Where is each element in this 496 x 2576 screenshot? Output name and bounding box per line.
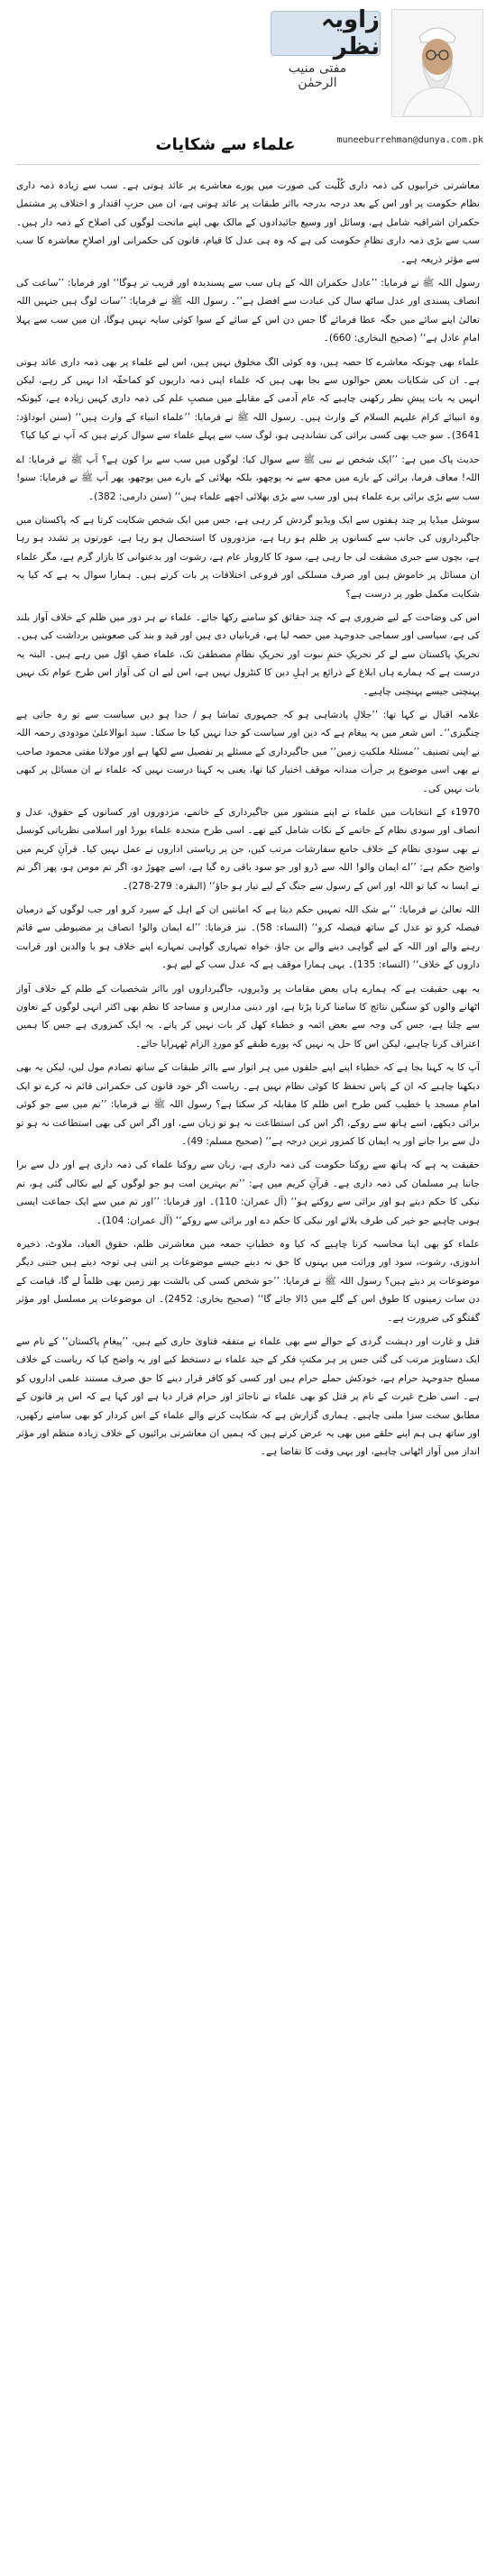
article-body — [16, 177, 480, 2566]
article-paragraph: سوشل میڈیا پر چند ہفتوں سے ایک ویڈیو گردش کر رہی ہے، جس میں ایک شخص شکایت کرتا ہے کہ پاکستان میں جاگیرداروں کی جانب سے کسانوں پر ظلم ہو رہا ہے، مزدوروں کا استحصال ہو رہا ہے، عورتوں پر تشدد ہو رہا ہے، بچوں سے جبری مشقت لی جا رہی ہے، سود کا کاروبار عام ہے، رشوت اور بدعنوانی کا بازار گرم ہے، مگر علماء ان مسائل پر خاموش ہیں اور صرف مسلکی اور فروعی اختلافات پر بات کرتے ہیں۔ ہمارا سوال یہ ہے کہ کیا یہ شکایت مکمل طور پر درست ہے؟ — [16, 514, 480, 600]
article-paragraph: علماء بھی چونکہ معاشرے کا حصہ ہیں، وہ کوئی الگ مخلوق نہیں ہیں، اس لیے علماء پر بھی ذمہ داری عائد ہوتی ہے۔ ان کی شکایات بعض حوالوں سے بجا بھی ہیں کہ علماء اپنی ذمہ داریوں کو کماحقّہ ادا نہیں کر رہے، لیکن انہیں یہ بات پیشِ نظر رکھنی چاہیے کہ عام آدمی کے مقابلے میں منصبِ علم کی ذمہ داری کہیں زیادہ ہے، کیونکہ وہ انبیائے کرام علیہم السلام کے وارث ہیں۔ رسول اللہ ﷺ نے فرمایا: ’’علماء انبیاء کے وارث ہیں‘‘ (سنن ابوداؤد: 3641)۔ سو جب بھی کسی برائی کی نشاندہی ہو، لوگ سب سے پہلے علماء سے سوال کرتے ہیں کہ آپ نے کیا کیا؟ — [16, 356, 480, 442]
column-header — [0, 0, 496, 170]
article-paragraph: اس کی وضاحت کے لیے ضروری ہے کہ چند حقائق کو سامنے رکھا جائے۔ علماء نے ہر دور میں ظلم کے خلاف آواز بلند کی ہے، سیاسی اور سماجی جدوجہد میں حصہ لیا ہے، قربانیاں دی ہیں اور قید و بند کی صعوبتیں برداشت کی ہیں۔ تحریکِ پاکستان سے لے کر تحریکِ ختمِ نبوت اور تحریکِ نظامِ مصطفیٰ تک، علماء صفِ اوّل میں رہے ہیں۔ البتہ یہ درست ہے کہ ہمارے ہاں ابلاغ کے ذرائع پر اہلِ دین کا کنٹرول نہیں ہے، اس لیے ان کی آواز اس طرح عوام تک نہیں پہنچتی جیسے پہنچنی چاہیے۔ — [16, 611, 480, 697]
article-paragraph: آپ کا یہ کہنا بجا ہے کہ خطباء اپنے اپنے حلقوں میں ہر اتوار سے بااثر طبقات کے ساتھ تصادم مول لیں، لیکن یہ بھی دیکھنا چاہیے کہ ان کے پاس تحفظ کا کوئی نظام نہیں ہے۔ ریاست اگر خود قانون کی حکمرانی قائم نہ کرے تو ایک امامِ مسجد یا خطیب کس طرح اس ظلم کا مقابلہ کر سکتا ہے؟ رسول اللہ ﷺ نے فرمایا: ’’تم میں سے جو کوئی برائی دیکھے، اسے ہاتھ سے روکے، اگر اس کی استطاعت نہ ہو تو زبان سے، اور اگر اس کی بھی استطاعت نہ ہو تو دل سے برا جانے اور یہ ایمان کا کمزور ترین درجہ ہے‘‘ (صحیح مسلم: 49)۔ — [16, 1062, 480, 1147]
article-paragraph: معاشرتی خرابیوں کی ذمہ داری کُلّیت کی صورت میں پورے معاشرے پر عائد ہوتی ہے۔ سب سے زیادہ ذمہ داری نظام حکومت پر اور اس کے بعد درجہ بدرجہ بااثر طبقات پر عائد ہوتی ہے، ان میں حزبِ اقتدار و اختلاف پر مشتمل حکمران اشرافیہ شامل ہے، وسائل اور وسیع جائیدادوں کے مالک بھی اپنے ماتحت لوگوں کی اصلاح کے ذمہ دار ہیں۔ سب سے بڑی ذمہ داری نظامِ حکومت کی ہے کہ وہ ہی عدل کا قیام، قانون کی حکمرانی اور اصلاحِ معاشرہ کا سب سے مؤثر ذریعہ ہے۔ — [16, 180, 480, 265]
article-paragraph: یہ بھی حقیقت ہے کہ ہمارے ہاں بعض مقامات پر وڈیروں، جاگیرداروں اور بااثر شخصیات کے ظلم کے خلاف آواز اٹھانے والوں کو سنگین نتائج کا سامنا کرنا پڑتا ہے، اور دینی مدارس و مساجد کا نظم بھی اکثر انہی لوگوں کے تعاون سے چلتا ہے، جس کی وجہ سے بعض ائمہ و خطباء کھل کر بات نہیں کر پاتے۔ یہ ایک کمزوری ہے جس کا ہمیں اعتراف کرنا چاہیے، لیکن اس کا حل یہ نہیں کہ پورے طبقے کو موردِ الزام ٹھہرایا جائے۔ — [16, 983, 480, 1050]
article-paragraph: 1970ء کے انتخابات میں علماء نے اپنے منشور میں جاگیرداری کے خاتمے، مزدوروں اور کسانوں کے حقوق، عدل و انصاف اور سودی نظام کے خاتمے کے نکات شامل کیے تھے۔ اسی طرح متحدہ علماء بورڈ اور اسلامی نظریاتی کونسل نے بھی سودی نظام کے خلاف جامع سفارشات مرتب کیں، جن پر ریاستی اداروں نے عمل نہیں کیا۔ قرآنِ کریم میں واضح حکم ہے: ’’اے ایمان والو! اللہ سے ڈرو اور جو سود باقی رہ گیا ہے، اسے چھوڑ دو، اگر تم مومن ہو، پھر اگر تم نے ایسا نہ کیا تو اللہ اور اس کے رسول سے جنگ کے لیے تیار ہو جاؤ‘‘ (البقرہ: 279-278)۔ — [16, 807, 480, 892]
article-paragraph: حدیث پاک میں ہے: ’’ایک شخص نے نبی ﷺ سے سوال کیا: لوگوں میں سب سے برا کون ہے؟ آپ ﷺ نے فرمایا: اے اللہ! معاف فرما، برائی کے بارے میں مجھ سے نہ پوچھو، بلکہ بھلائی کے بارے میں پوچھو، پھر آپ ﷺ نے فرمایا: سنو! سب سے بڑی برائی برے علماء ہیں اور سب سے بڑی بھلائی اچھے علماء ہیں‘‘ (سنن دارمی: 382)۔ — [16, 454, 480, 502]
column-logo-text: زاویہ نظر — [320, 6, 380, 60]
author-name: مفتی منیب الرحمٰن — [288, 61, 347, 90]
author-email: muneeburrehman@dunya.com.pk — [336, 135, 483, 145]
article-paragraph: علامہ اقبال نے کہا تھا: ’’جلالِ پادشاہی ہو کہ جمہوری تماشا ہو / جدا ہو دیں سیاست سے تو رہ جاتی ہے چنگیزی‘‘۔ اس شعر میں یہ پیغام ہے کہ دین اور سیاست کو جدا نہیں کیا جا سکتا۔ سید ابوالاعلیٰ مودودی رحمہ اللہ نے اپنی تصنیف ’’مسئلۂ ملکیتِ زمین‘‘ میں جاگیرداری کے مسئلے پر تفصیل سے لکھا ہے اور مولانا مفتی محمود صاحب نے بھی اسی موضوع پر جرأت مندانہ موقف اختیار کیا تھا، یعنی یہ کہنا درست نہیں کہ علماء نے ان مسائل پر کبھی بات نہیں کی۔ — [16, 709, 480, 794]
article-paragraph: حقیقت یہ ہے کہ ہاتھ سے روکنا حکومت کی ذمہ داری ہے، زبان سے روکنا علماء کی ذمہ داری ہے اور دل سے برا جاننا ہر مسلمان کی ذمہ داری ہے۔ قرآنِ کریم میں ہے: ’’تم بہترین امت ہو جو لوگوں کے لیے نکالی گئی ہو، تم نیکی کا حکم دیتے ہو اور برائی سے روکتے ہو‘‘ (آل عمران: 110)۔ اور فرمایا: ’’اور تم میں سے ایک جماعت ایسی ہونی چاہیے جو خیر کی طرف بلائے اور نیکی کا حکم دے اور برائی سے روکے‘‘ (آل عمران: 104)۔ — [16, 1160, 480, 1226]
article-paragraph: علماء کو بھی اپنا محاسبہ کرنا چاہیے کہ کیا وہ خطباتِ جمعہ میں معاشرتی ظلم، حقوق العباد، ملاوٹ، ذخیرہ اندوزی، رشوت، سود اور وراثت میں بہنوں کا حق نہ دینے جیسے موضوعات پر اتنی ہی توجہ دیتے ہیں جتنی دیگر موضوعات پر دیتے ہیں؟ رسول اللہ ﷺ نے فرمایا: ’’جو شخص کسی کی بالشت بھر زمین بھی ظلماً لے گا، قیامت کے دن سات زمینوں کا طوق اس کے گلے میں ڈالا جائے گا‘‘ (صحیح بخاری: 2452)۔ ان موضوعات پر مسلسل اور مؤثر گفتگو کی ضرورت ہے۔ — [16, 1238, 480, 1324]
author-portrait-image — [392, 10, 482, 116]
author-portrait — [391, 9, 483, 117]
article-paragraph: قتل و غارت اور دہشت گردی کے حوالے سے بھی علماء نے متفقہ فتاویٰ جاری کیے ہیں، ’’پیغامِ پاکستان‘‘ کے نام سے ایک دستاویز مرتب کی گئی جس پر ہر مکتبِ فکر کے جید علماء نے دستخط کیے اور یہ واضح کیا کہ ریاست کے خلاف مسلح جدوجہد حرام ہے، خودکش حملے حرام ہیں اور کسی کو کافر قرار دینے کا حق صرف مستند علمی اداروں کو ہے۔ اسی طرح غیرت کے نام پر قتل کو بھی علماء نے ناجائز اور حرام قرار دیا ہے اور کہا ہے کہ اس پر قانون کے مطابق سخت سزا ملنی چاہیے۔ ہماری گزارش ہے کہ شکایت کرنے والے علماء کے اس کردار کو بھی سامنے رکھیں، اور ساتھ ہی ہم اپنے حلقے میں بھی یہ عرض کرتے ہیں کہ ہمیں ان معاشرتی برائیوں کے خلاف زیادہ منظم اور مؤثر انداز میں آواز اٹھانی چاہیے، اور یہی وقت کا تقاضا ہے۔ — [16, 1335, 480, 1458]
article-title: علماء سے شکایات — [155, 135, 296, 154]
article-paragraph: رسول اللہ ﷺ نے فرمایا: ’’عادل حکمران اللہ کے ہاں سب سے پسندیدہ اور قریب تر ہوگا‘‘ اور فرمایا: ’’ساعت کی انصاف پسندی اور عدل ساٹھ سال کی عبادت سے افضل ہے‘‘۔ رسول اللہ ﷺ نے فرمایا: ’’سات لوگ ہیں جنہیں اللہ تعالیٰ اپنے سائے میں جگہ عطا فرمائے گا جس دن اس کے سائے کے سوا کوئی سایہ نہیں ہوگا، ان میں سب سے پہلا امامِ عادل ہے‘‘ (صحیح البخاری: 660)۔ — [16, 278, 480, 344]
article-paragraph: اللہ تعالیٰ نے فرمایا: ’’بے شک اللہ تمہیں حکم دیتا ہے کہ امانتیں ان کے اہل کے سپرد کرو اور جب لوگوں کے درمیان فیصلہ کرو تو عدل کے ساتھ فیصلہ کرو‘‘ (النساء: 58)۔ نیز فرمایا: ’’اے ایمان والو! انصاف پر مضبوطی سے قائم رہنے والے اور اللہ کے لیے گواہی دینے والے بن جاؤ، خواہ تمہاری گواہی تمہارے اپنے خلاف ہو یا والدین اور قرابت داروں کے خلاف‘‘ (النساء: 135)۔ یہی ہمارا موقف ہے کہ عدل سب کے لیے ہو۔ — [16, 904, 480, 971]
header-divider — [16, 164, 480, 165]
column-logo — [271, 6, 381, 60]
